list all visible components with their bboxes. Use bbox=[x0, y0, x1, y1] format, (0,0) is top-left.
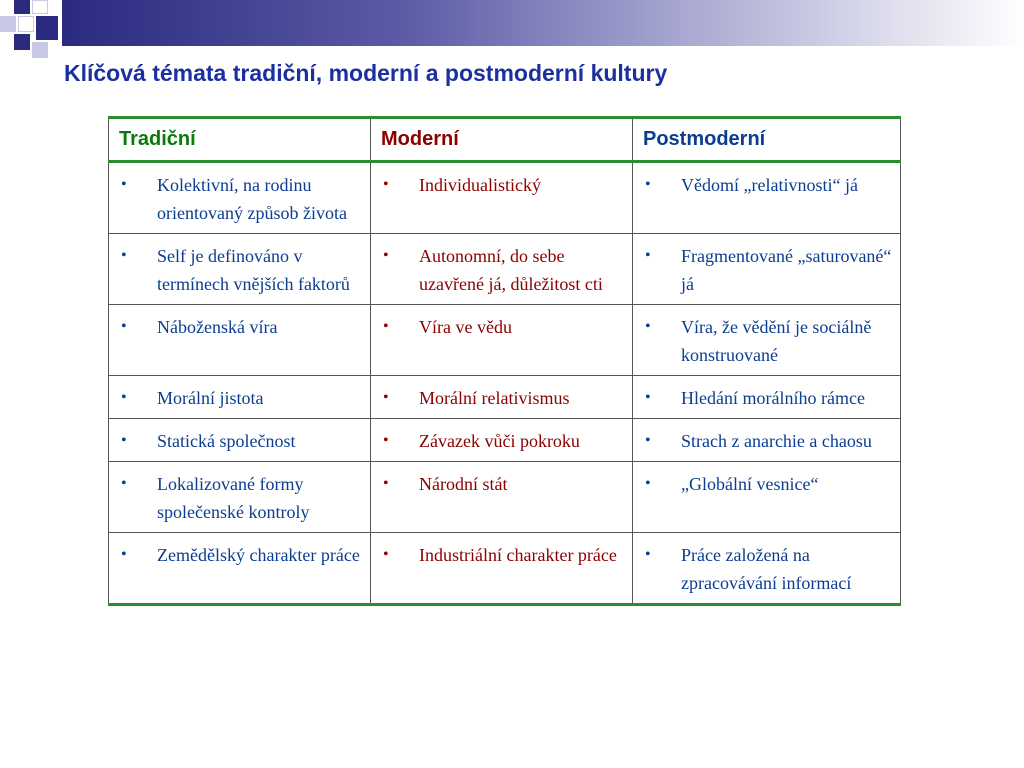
cell-text: Morální jistota bbox=[157, 388, 264, 408]
table-cell bbox=[371, 162, 633, 234]
table-cell bbox=[633, 162, 901, 234]
table-cell bbox=[633, 234, 901, 305]
bullet-icon: • bbox=[645, 389, 651, 406]
deco-square bbox=[0, 16, 16, 32]
cell-text: Hledání morálního rámce bbox=[681, 388, 865, 408]
cell-text: Lokalizované formy společenské kontroly bbox=[157, 474, 310, 522]
bullet-icon: • bbox=[121, 475, 127, 492]
table-header-row bbox=[109, 118, 901, 162]
cell-text: Vědomí „relativnosti“ já bbox=[681, 175, 858, 195]
cell-text: Industriální charakter práce bbox=[419, 545, 617, 565]
table-cell bbox=[109, 162, 371, 234]
table-cell bbox=[109, 305, 371, 376]
table-cell bbox=[109, 234, 371, 305]
cell-text: Self je definováno v termínech vnějších faktorů bbox=[157, 246, 350, 294]
cell-text: Národní stát bbox=[419, 474, 508, 494]
table-cell bbox=[633, 462, 901, 533]
bullet-icon: • bbox=[121, 247, 127, 264]
bullet-icon: • bbox=[121, 389, 127, 406]
table-cell bbox=[109, 419, 371, 462]
table-cell bbox=[633, 305, 901, 376]
table-row bbox=[109, 234, 901, 305]
table-cell bbox=[633, 419, 901, 462]
table-cell bbox=[109, 376, 371, 419]
deco-square bbox=[32, 42, 48, 58]
bullet-icon: • bbox=[383, 389, 389, 406]
bullet-icon: • bbox=[645, 432, 651, 449]
deco-square bbox=[14, 34, 30, 50]
deco-square bbox=[32, 0, 48, 14]
slide-title: Klíčová témata tradiční, moderní a postmoderní kultury bbox=[64, 60, 668, 86]
cell-text: Morální relativismus bbox=[419, 388, 570, 408]
table-cell bbox=[371, 305, 633, 376]
cell-text: Víra ve vědu bbox=[419, 317, 512, 337]
gradient-bar bbox=[62, 0, 1024, 46]
bullet-icon: • bbox=[121, 318, 127, 335]
bullet-icon: • bbox=[645, 247, 651, 264]
header-decoration bbox=[0, 0, 1024, 62]
bullet-icon: • bbox=[645, 546, 651, 563]
bullet-icon: • bbox=[645, 475, 651, 492]
deco-square bbox=[36, 16, 58, 40]
table-cell bbox=[371, 234, 633, 305]
bullet-icon: • bbox=[121, 432, 127, 449]
themes-table bbox=[108, 116, 901, 606]
cell-text: Práce založená na zpracovávání informací bbox=[681, 545, 852, 593]
cell-text: Náboženská víra bbox=[157, 317, 278, 337]
table-row bbox=[109, 162, 901, 234]
bullet-icon: • bbox=[645, 176, 651, 193]
table-cell bbox=[371, 462, 633, 533]
cell-text: Fragmentované „saturované“ já bbox=[681, 246, 892, 294]
table-row bbox=[109, 462, 901, 533]
bullet-icon: • bbox=[121, 546, 127, 563]
table-cell bbox=[109, 462, 371, 533]
bullet-icon: • bbox=[383, 475, 389, 492]
column-header-postmodern: Postmoderní bbox=[633, 118, 901, 162]
table-row bbox=[109, 376, 901, 419]
bullet-icon: • bbox=[645, 318, 651, 335]
table-cell bbox=[371, 533, 633, 605]
table-cell bbox=[371, 376, 633, 419]
table-row bbox=[109, 419, 901, 462]
deco-square bbox=[18, 16, 34, 32]
bullet-icon: • bbox=[383, 176, 389, 193]
cell-text: Autonomní, do sebe uzavřené já, důležitost cti bbox=[419, 246, 603, 294]
bullet-icon: • bbox=[383, 432, 389, 449]
bullet-icon: • bbox=[383, 247, 389, 264]
cell-text: Strach z anarchie a chaosu bbox=[681, 431, 872, 451]
cell-text: Statická společnost bbox=[157, 431, 296, 451]
column-header-traditional: Tradiční bbox=[109, 118, 371, 162]
bullet-icon: • bbox=[383, 318, 389, 335]
table-cell bbox=[109, 533, 371, 605]
table-cell bbox=[633, 376, 901, 419]
cell-text: Kolektivní, na rodinu orientovaný způsob života bbox=[157, 175, 347, 223]
bullet-icon: • bbox=[121, 176, 127, 193]
bullet-icon: • bbox=[383, 546, 389, 563]
table-cell bbox=[633, 533, 901, 605]
deco-square bbox=[14, 0, 30, 14]
cell-text: Zemědělský charakter práce bbox=[157, 545, 360, 565]
column-header-modern: Moderní bbox=[371, 118, 633, 162]
cell-text: „Globální vesnice“ bbox=[681, 474, 819, 494]
table-row bbox=[109, 305, 901, 376]
cell-text: Závazek vůči pokroku bbox=[419, 431, 580, 451]
cell-text: Víra, že vědění je sociálně konstruované bbox=[681, 317, 872, 365]
table-cell bbox=[371, 419, 633, 462]
cell-text: Individualistický bbox=[419, 175, 541, 195]
table-row bbox=[109, 533, 901, 605]
